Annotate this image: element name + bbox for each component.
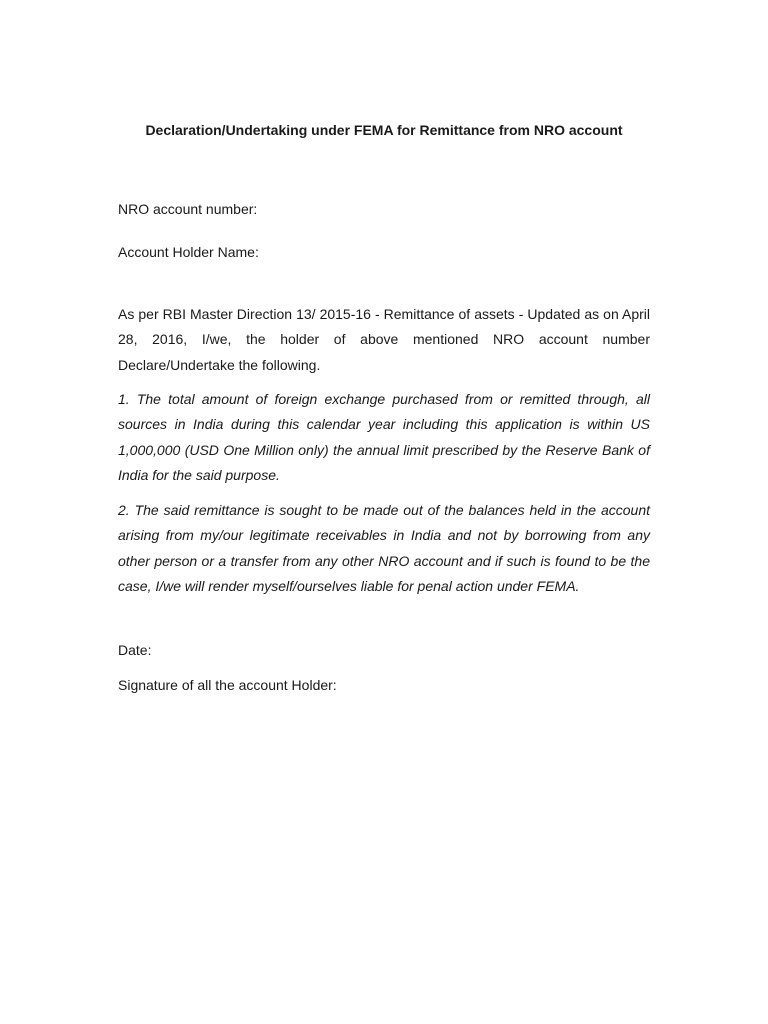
account-holder-name-label: Account Holder Name:: [118, 244, 259, 260]
nro-account-number-label: NRO account number:: [118, 201, 258, 217]
clause-2: 2. The said remittance is sought to be made out of the balances held in the account arising from my/our legitimate receivables in India and not by borrowing from any other person or a transfer from any other NRO account and if such is found to be the case, I/we will render myself/ourselves liable for penal action under FEMA.: [118, 502, 650, 594]
signature-label: Signature of all the account Holder:: [118, 677, 337, 693]
date-label: Date:: [118, 642, 152, 658]
clause-1: 1. The total amount of foreign exchange purchased from or remitted through, all sources in India during this calendar year including this application is within US 1,000,000 (USD One Million only) the annual limit prescribed by the Reserve Bank of India for the said purpose.: [118, 391, 650, 483]
document-title: Declaration/Undertaking under FEMA for Remittance from NRO account: [145, 122, 623, 138]
intro-paragraph: As per RBI Master Direction 13/ 2015-16 - Remittance of assets - Updated as on April 28, 2016, I/we, the holder of above mentioned NRO account number Declare/Undertake the following.: [118, 306, 650, 373]
